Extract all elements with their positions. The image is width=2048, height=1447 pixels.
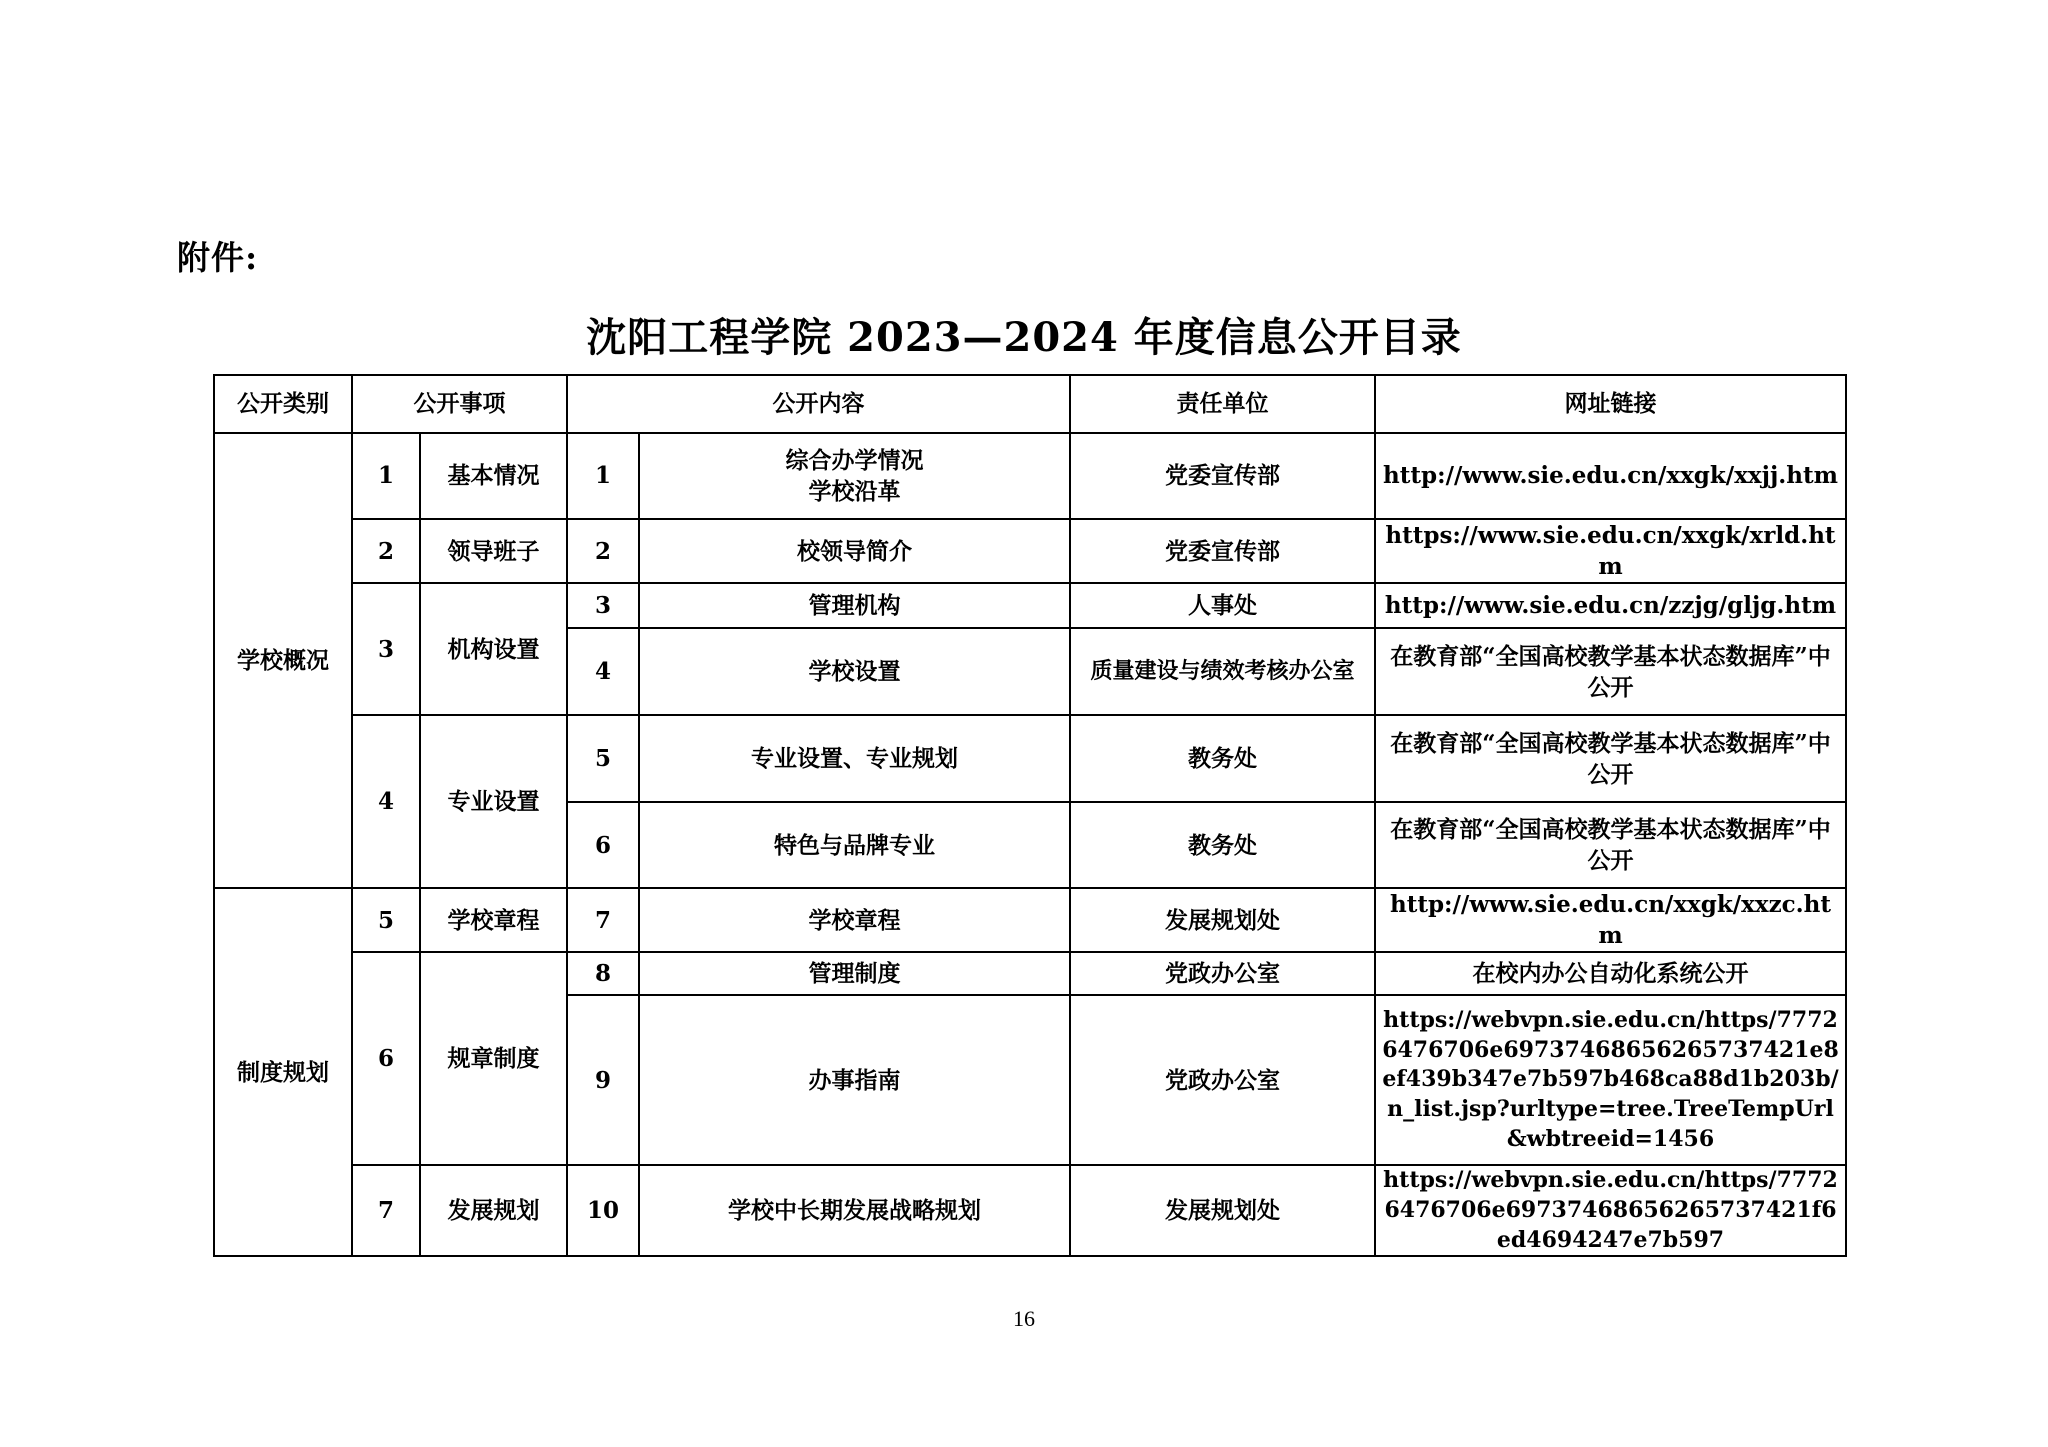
content-line: 学校沿革 <box>808 478 901 505</box>
url-text: 在教育部“全国高校教学基本状态数据库”中公开 <box>1375 802 1846 888</box>
item-name: 发展规划 <box>420 1165 567 1256</box>
url-link[interactable]: https://www.sie.edu.cn/xxgk/xrld.htm <box>1375 519 1846 583</box>
document-title: 沈阳工程学院 2023—2024 年度信息公开目录 <box>586 314 1462 361</box>
url-link[interactable]: https://webvpn.sie.edu.cn/https/77726476706e69737468656265737421e8ef439b347e7b597b468ca88d1b203b/n_list.jsp?urltype=tree.TreeTempUrl&wbtreeid=1456 <box>1375 995 1846 1165</box>
unit-cell: 质量建设与绩效考核办公室 <box>1070 628 1375 715</box>
item-number: 7 <box>352 1165 420 1256</box>
content-cell: 管理制度 <box>639 952 1070 995</box>
table-row <box>214 888 1846 952</box>
table-row <box>214 952 1846 995</box>
content-number: 1 <box>567 433 639 519</box>
content-number: 2 <box>567 519 639 583</box>
table-row <box>214 583 1846 628</box>
header-content: 公开内容 <box>567 375 1070 433</box>
item-number: 2 <box>352 519 420 583</box>
item-number: 6 <box>352 952 420 1165</box>
url-link[interactable]: https://webvpn.sie.edu.cn/https/77726476706e69737468656265737421f6ed4694247e7b597 <box>1375 1165 1846 1256</box>
content-number: 4 <box>567 628 639 715</box>
item-name: 学校章程 <box>420 888 567 952</box>
item-name: 规章制度 <box>420 952 567 1165</box>
unit-cell: 教务处 <box>1070 802 1375 888</box>
unit-cell: 教务处 <box>1070 715 1375 802</box>
category-cell: 学校概况 <box>214 433 352 888</box>
item-name: 专业设置 <box>420 715 567 888</box>
table-row <box>214 519 1846 583</box>
item-number: 5 <box>352 888 420 952</box>
content-number: 10 <box>567 1165 639 1256</box>
content-cell: 管理机构 <box>639 583 1070 628</box>
content-number: 3 <box>567 583 639 628</box>
disclosure-catalog-table <box>213 374 1847 1257</box>
url-link[interactable]: http://www.sie.edu.cn/zzjg/gljg.htm <box>1375 583 1846 628</box>
url-link[interactable]: http://www.sie.edu.cn/xxgk/xxzc.htm <box>1375 888 1846 952</box>
content-number: 7 <box>567 888 639 952</box>
attachment-label: 附件: <box>177 238 259 277</box>
content-cell: 学校章程 <box>639 888 1070 952</box>
header-category: 公开类别 <box>214 375 352 433</box>
category-cell: 制度规划 <box>214 888 352 1256</box>
item-name: 基本情况 <box>420 433 567 519</box>
content-number: 9 <box>567 995 639 1165</box>
item-number: 3 <box>352 583 420 715</box>
header-item: 公开事项 <box>352 375 567 433</box>
url-text: 在校内办公自动化系统公开 <box>1375 952 1846 995</box>
url-text: 在教育部“全国高校教学基本状态数据库”中公开 <box>1375 628 1846 715</box>
item-name: 机构设置 <box>420 583 567 715</box>
content-cell: 特色与品牌专业 <box>639 802 1070 888</box>
unit-cell: 发展规划处 <box>1070 888 1375 952</box>
unit-cell: 党政办公室 <box>1070 995 1375 1165</box>
content-cell: 办事指南 <box>639 995 1070 1165</box>
unit-cell: 党委宣传部 <box>1070 519 1375 583</box>
table-row <box>214 433 1846 519</box>
item-number: 4 <box>352 715 420 888</box>
content-number: 5 <box>567 715 639 802</box>
table-row <box>214 1165 1846 1256</box>
page-number: 16 <box>1013 1306 1035 1331</box>
content-cell: 学校中长期发展战略规划 <box>639 1165 1070 1256</box>
unit-cell: 人事处 <box>1070 583 1375 628</box>
table-row <box>214 715 1846 802</box>
content-number: 6 <box>567 802 639 888</box>
url-text: 在教育部“全国高校教学基本状态数据库”中公开 <box>1375 715 1846 802</box>
content-line: 综合办学情况 <box>785 446 924 474</box>
item-name: 领导班子 <box>420 519 567 583</box>
content-number: 8 <box>567 952 639 995</box>
unit-cell: 党委宣传部 <box>1070 433 1375 519</box>
content-cell: 专业设置、专业规划 <box>639 715 1070 802</box>
unit-cell: 发展规划处 <box>1070 1165 1375 1256</box>
header-row <box>214 375 1846 433</box>
content-cell: 校领导简介 <box>639 519 1070 583</box>
url-link[interactable]: http://www.sie.edu.cn/xxgk/xxjj.htm <box>1375 433 1846 519</box>
header-url: 网址链接 <box>1375 375 1846 433</box>
content-cell <box>639 433 1070 519</box>
header-unit: 责任单位 <box>1070 375 1375 433</box>
unit-cell: 党政办公室 <box>1070 952 1375 995</box>
item-number: 1 <box>352 433 420 519</box>
content-cell: 学校设置 <box>639 628 1070 715</box>
